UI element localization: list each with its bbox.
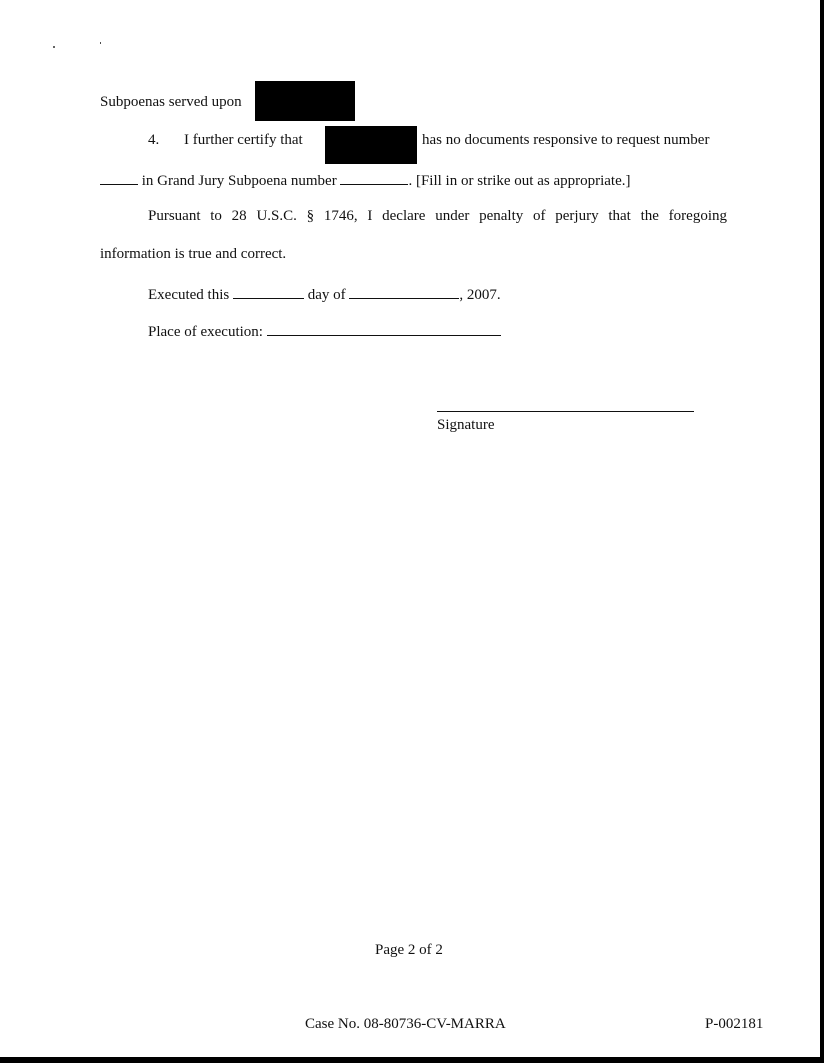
declaration-line-2 <box>100 245 286 263</box>
signature-label-text: Signature <box>437 417 495 433</box>
executed-prefix: Executed this <box>148 287 230 303</box>
paragraph-4-lead-text: I further certify that <box>184 132 303 148</box>
paragraph-4-line-2 <box>100 170 631 190</box>
page-number-text: Page 2 of 2 <box>375 942 443 958</box>
paragraph-4-after-text: has no documents responsive to request number <box>422 132 710 148</box>
executed-line <box>148 284 501 304</box>
paragraph-4-end-text: . [Fill in or strike out as appropriate.] <box>408 173 631 189</box>
month-blank <box>349 284 459 299</box>
executed-mid: day of <box>307 287 346 303</box>
page-number <box>375 941 443 959</box>
scan-edge-bottom <box>0 1057 824 1063</box>
executed-year: , 2007. <box>459 287 501 303</box>
day-blank <box>233 284 304 299</box>
paragraph-4-after-redaction <box>422 131 709 149</box>
paragraph-number: 4. <box>148 132 160 148</box>
redaction-box <box>255 81 355 121</box>
place-line <box>148 321 501 341</box>
bates-number-text: P-002181 <box>705 1016 764 1032</box>
place-label: Place of execution: <box>148 324 263 340</box>
declaration-text-1: Pursuant to 28 U.S.C. § 1746, I declare under penalty of perjury that the foregoing <box>148 208 727 224</box>
signature-label <box>437 416 495 434</box>
scan-speck <box>53 46 55 48</box>
paragraph-4-mid-text: in Grand Jury Subpoena number <box>141 173 337 189</box>
case-number <box>305 1015 506 1033</box>
case-number-text: Case No. 08-80736-CV-MARRA <box>305 1016 506 1032</box>
place-blank <box>267 321 501 336</box>
subpoenas-served-line <box>100 93 242 111</box>
declaration-line-1 <box>148 207 727 225</box>
bates-number <box>705 1015 763 1033</box>
signature-line <box>437 411 694 412</box>
scan-edge-right <box>820 0 824 1063</box>
paragraph-4-lead <box>184 131 303 149</box>
paragraph-4-number <box>148 131 159 149</box>
request-number-blank <box>100 170 138 185</box>
scan-speck <box>100 42 101 44</box>
subpoena-number-blank <box>340 170 408 185</box>
subpoenas-served-text: Subpoenas served upon <box>100 94 242 110</box>
declaration-text-2: information is true and correct. <box>100 246 287 262</box>
redaction-box <box>325 126 417 164</box>
